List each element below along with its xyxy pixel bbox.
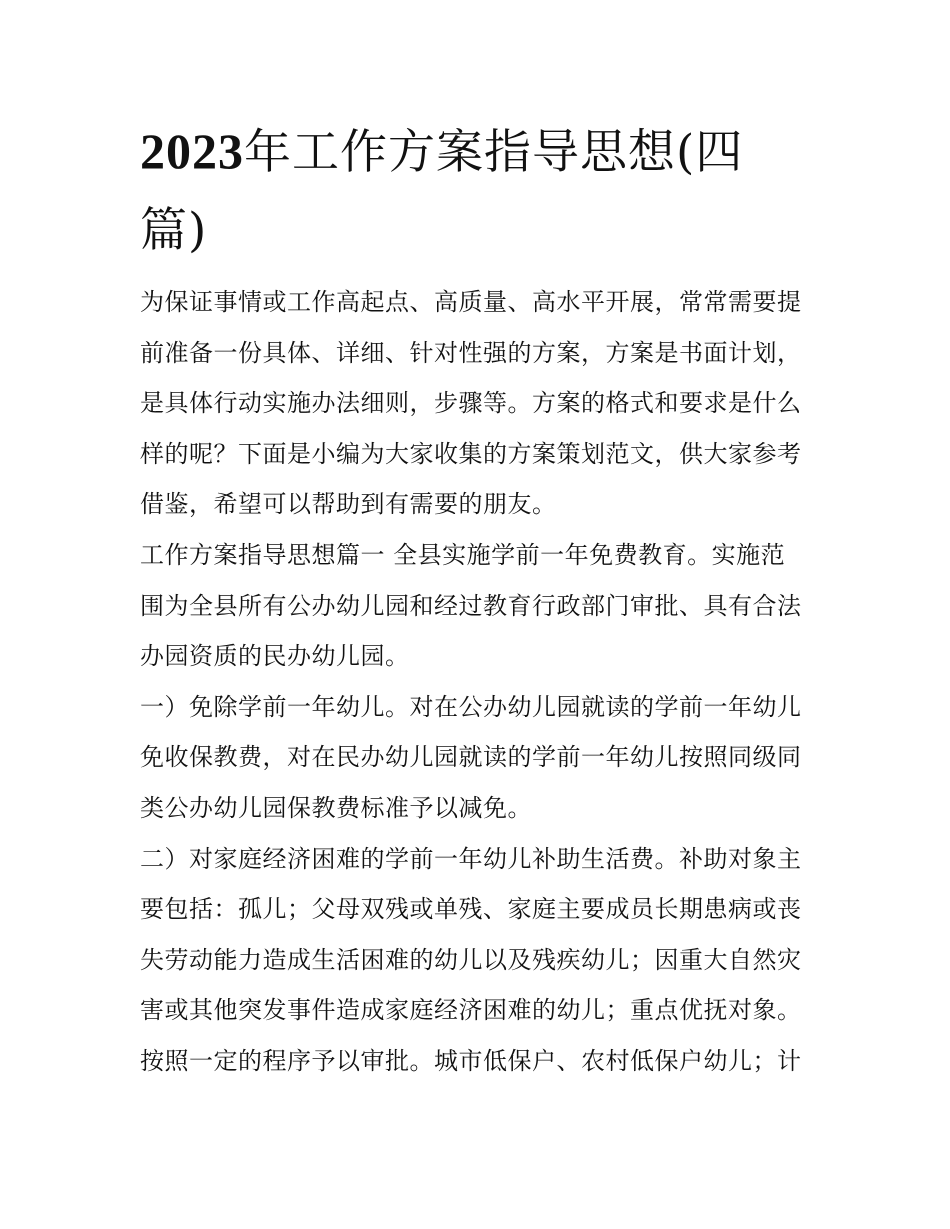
body-line: 免收保教费，对在民办幼儿园就读的学前一年幼儿按照同级同 [140,743,802,772]
body-line: 围为全县所有公办幼儿园和经过教育行政部门审批、具有合法 [140,591,802,620]
body-line: 类公办幼儿园保教费标准予以减免。 [140,793,532,822]
title-year: 2023 [140,123,244,179]
body-line: 借鉴，希望可以帮助到有需要的朋友。 [140,490,557,519]
body-line: 二）对家庭经济困难的学前一年幼儿补助生活费。补助对象主 [140,844,802,873]
body-line: 是具体行动实施办法细则，步骤等。方案的格式和要求是什么 [140,389,802,418]
body-line: 样的呢？下面是小编为大家收集的方案策划范文，供大家参考 [140,439,802,468]
title-line-1 [140,112,820,192]
body-line: 前准备一份具体、详细、针对性强的方案，方案是书面计划， [140,338,802,367]
document-body [140,277,820,1087]
body-line: 要包括：孤儿；父母双残或单残、家庭主要成员长期患病或丧 [140,895,802,924]
body-line: 害或其他突发事件造成家庭经济困难的幼儿；重点优抚对象。 [140,996,802,1025]
body-line: 失劳动能力造成生活困难的幼儿以及残疾幼儿；因重大自然灾 [140,945,802,974]
body-line: 为保证事情或工作高起点、高质量、高水平开展，常常需要提 [140,288,802,316]
title-line-2: 篇) [140,203,208,258]
title-text: 年工作方案指导思想(四 [244,125,744,180]
body-line: 工作方案指导思想篇一 全县实施学前一年免费教育。实施范 [140,540,786,569]
document-title [140,112,820,270]
body-line: 办园资质的民办幼儿园。 [140,642,410,671]
body-line: 按照一定的程序予以审批。城市低保户、农村低保户幼儿；计 [140,1046,802,1075]
body-line: 一）免除学前一年幼儿。对在公办幼儿园就读的学前一年幼儿 [140,692,802,721]
